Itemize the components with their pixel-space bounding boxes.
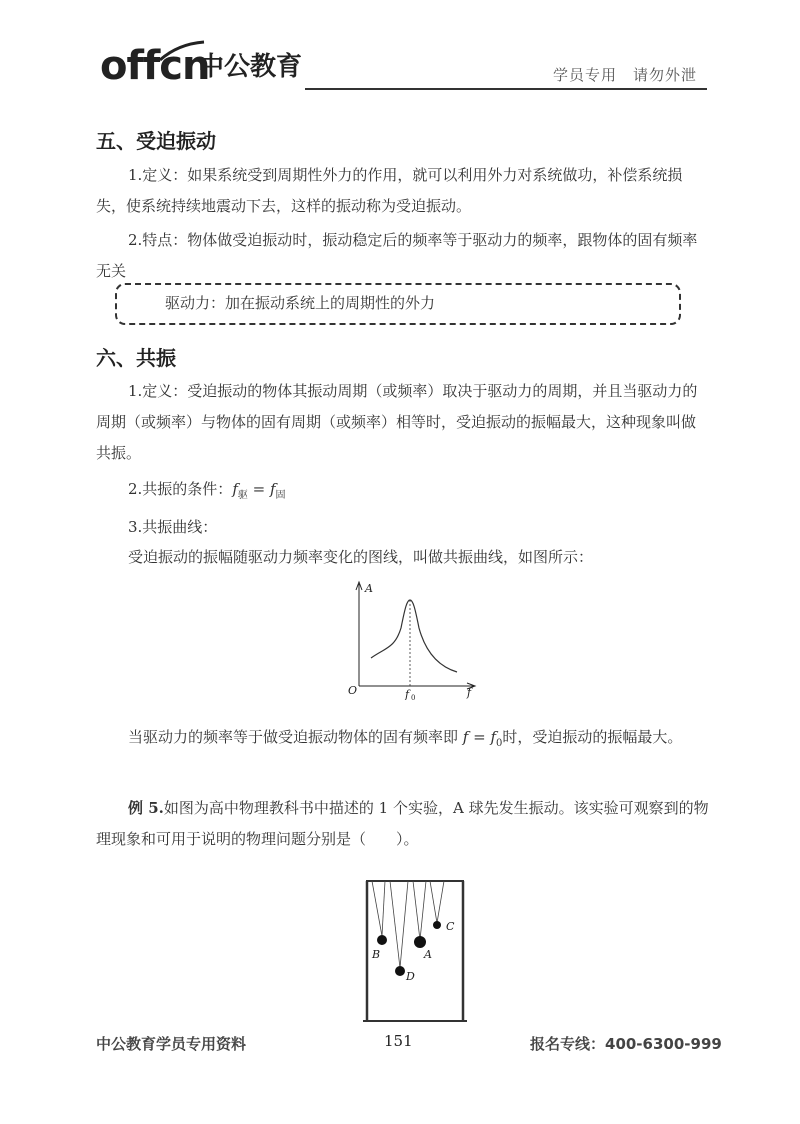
pendulum-apparatus xyxy=(360,876,470,1026)
curve-label: 3.共振曲线： xyxy=(128,518,218,536)
formula-f: f xyxy=(462,728,469,746)
resonance-curve-chart xyxy=(345,578,480,700)
formula-eq: = xyxy=(247,480,270,498)
paragraph: 1.定义：如果系统受到周期性外力的作用，就可以利用外力对系统做功，补偿系统损失，使系统持续地震动下去，这样的振动称为受迫振动。 xyxy=(96,166,683,215)
paragraph: 2.特点：物体做受迫振动时，振动稳定后的频率等于驱动力的频率，跟物体的固有频率无关 xyxy=(96,231,698,280)
section-title: 六、共振 xyxy=(96,346,176,370)
origin-label: O xyxy=(348,684,358,697)
string-b xyxy=(382,881,385,936)
ball-d xyxy=(395,966,405,976)
logo-text-en: offcn xyxy=(100,43,210,89)
formula-sub: 0 xyxy=(496,738,503,749)
ball-label: A xyxy=(424,948,432,961)
footer-left: 中公教育学员专用资料 xyxy=(96,1035,247,1053)
ball-label: C xyxy=(446,920,455,933)
conclusion xyxy=(96,722,710,759)
ball-label: B xyxy=(372,948,381,961)
example xyxy=(96,793,710,855)
logo xyxy=(100,40,310,90)
page-number: 151 xyxy=(384,1032,413,1050)
string-d xyxy=(390,881,400,968)
example-text: 如图为高中物理教科书中描述的 1 个实验，A 球先发生振动。该实验可观察到的物理现象和可用于说明的物理问题分别是（ ）。 xyxy=(96,799,709,848)
conclusion-text: 时，受迫振动的振幅最大。 xyxy=(502,728,683,746)
paragraph: 1.定义：受迫振动的物体其振动周期（或频率）取决于驱动力的周期，并且当驱动力的周期（或频率）与物体的固有周期（或频率）相等时，受迫振动的振幅最大，这种现象叫做共振。 xyxy=(96,382,698,462)
string-c xyxy=(430,881,437,923)
ball-a xyxy=(414,936,426,948)
condition-line xyxy=(96,474,710,511)
string-d xyxy=(400,881,408,968)
condition-label: 2.共振的条件： xyxy=(128,480,233,498)
note-text: 驱动力：加在振动系统上的周期性的外力 xyxy=(165,294,436,312)
header-tag: 学员专用 请勿外泄 xyxy=(553,66,698,84)
y-axis-label: A xyxy=(365,582,373,595)
string-b xyxy=(372,881,382,936)
string-a xyxy=(413,881,420,940)
f0-sub-label: 0 xyxy=(411,694,416,700)
ball-b xyxy=(377,935,387,945)
example-label: 例 5. xyxy=(128,799,164,817)
string-a xyxy=(420,881,426,940)
f0-label: f xyxy=(405,688,410,700)
conclusion-text: 当驱动力的频率等于做受迫振动物体的固有频率即 xyxy=(128,728,463,746)
resonance-curve xyxy=(371,600,457,672)
x-axis-label: f xyxy=(467,686,472,699)
footer-right: 报名专线：400-6300-999 xyxy=(530,1035,722,1053)
section-title: 五、受迫振动 xyxy=(96,129,216,153)
formula-sub: 驱 xyxy=(237,490,248,501)
logo-text-cn: 中公教育 xyxy=(198,52,303,82)
formula-f: f xyxy=(232,480,238,498)
formula-f: f xyxy=(269,480,276,498)
curve-desc: 受迫振动的振幅随驱动力频率变化的图线，叫做共振曲线，如图所示： xyxy=(128,548,594,566)
formula-f: f xyxy=(490,728,497,746)
ball-label: D xyxy=(406,970,415,983)
string-c xyxy=(437,881,444,923)
formula-sub: 固 xyxy=(275,490,286,501)
header-rule xyxy=(305,88,707,90)
ball-c xyxy=(433,921,441,929)
formula-eq: = xyxy=(468,728,491,746)
